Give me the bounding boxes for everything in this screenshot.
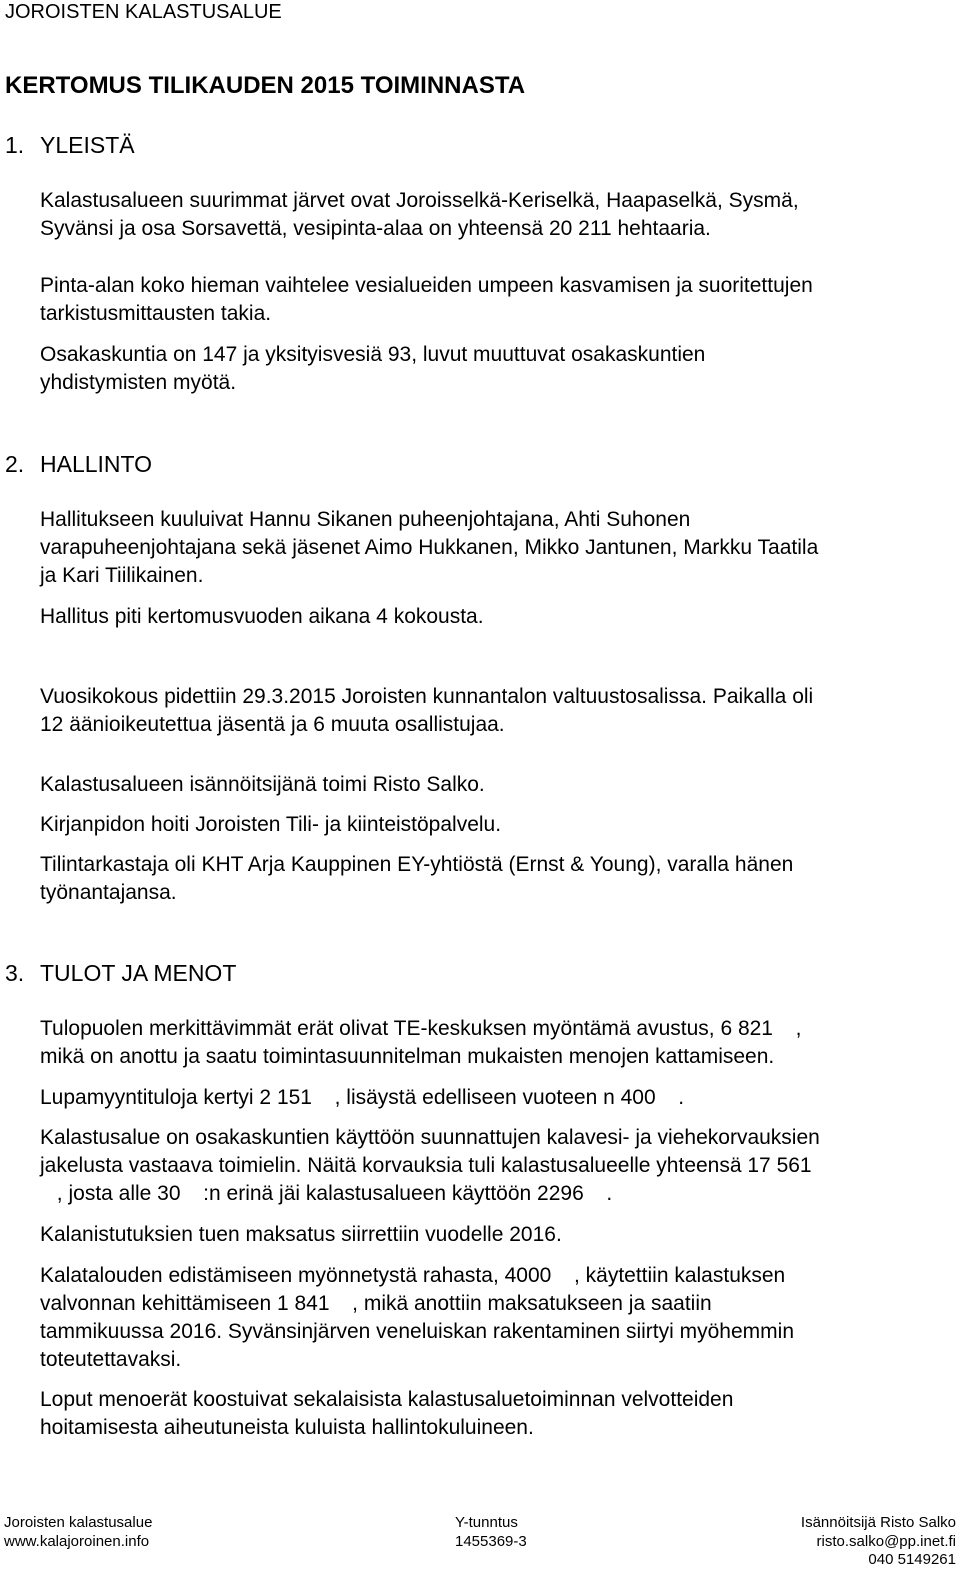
section-title-yleista: YLEISTÄ — [40, 132, 135, 158]
text-line: Hallitukseen kuuluivat Hannu Sikanen puheenjohtajana, Ahti Suhonen — [40, 508, 691, 531]
section-title-tulot-ja-menot: TULOT JA MENOT — [40, 960, 237, 986]
text-line: Vuosikokous pidettiin 29.3.2015 Joroisten kunnantalon valtuustosalissa. Paikalla oli — [40, 685, 814, 708]
paragraph — [40, 1262, 945, 1374]
paragraph — [40, 272, 945, 328]
paragraph — [40, 1386, 945, 1442]
text-line: mikä on anottu ja saatu toimintasuunnitelman mukaisten menojen kattamiseen. — [40, 1045, 775, 1068]
text-line: hoitamisesta aiheutuneista kuluista hallintokuluineen. — [40, 1416, 534, 1439]
footer-org-name: Joroisten kalastusalue — [4, 1514, 153, 1531]
text-line: , josta alle 30 :n erinä jäi kalastusalueen käyttöön 2296 . — [40, 1182, 613, 1205]
text-line: yhdistymisten myötä. — [40, 371, 237, 394]
text-line: toteutettavaksi. — [40, 1348, 182, 1371]
text-line: Kalastusalueen isännöitsijänä toimi Risto Salko. — [40, 773, 485, 796]
paragraph — [40, 1015, 945, 1071]
text-line: Lupamyyntituloja kertyi 2 151 , lisäystä edelliseen vuoteen n 400 . — [40, 1086, 685, 1109]
text-line: varapuheenjohtajana sekä jäsenet Aimo Hukkanen, Mikko Jantunen, Markku Taatila — [40, 536, 819, 559]
section-number-3: 3. — [5, 960, 25, 986]
section-number-2: 2. — [5, 451, 25, 477]
text-line: Pinta-alan koko hieman vaihtelee vesialueiden umpeen kasvamisen ja suoritettujen — [40, 274, 813, 297]
text-line: tarkistusmittausten takia. — [40, 302, 272, 325]
text-line: ja Kari Tiilikainen. — [40, 564, 204, 587]
paragraph — [40, 1124, 945, 1208]
paragraph — [40, 1084, 945, 1112]
document-title: KERTOMUS TILIKAUDEN 2015 TOIMINNASTA — [5, 72, 526, 99]
text-line: työnantajansa. — [40, 881, 177, 904]
text-line: Hallitus piti kertomusvuoden aikana 4 kokousta. — [40, 605, 484, 628]
footer-business-id: 1455369-3 — [455, 1533, 527, 1550]
text-line: Tilintarkastaja oli KHT Arja Kauppinen EY-yhtiöstä (Ernst & Young), varalla hänen — [40, 853, 794, 876]
text-line: jakelusta vastaava toimielin. Näitä korvauksia tuli kalastusalueelle yhteensä 17 561 — [40, 1154, 812, 1177]
text-line: Tulopuolen merkittävimmät erät olivat TE-keskuksen myöntämä avustus, 6 821 , — [40, 1017, 802, 1040]
paragraph — [40, 851, 945, 907]
paragraph — [40, 603, 945, 631]
text-line: 12 äänioikeutettua jäsentä ja 6 muuta osallistujaa. — [40, 713, 505, 736]
paragraph — [40, 187, 945, 243]
text-line: Kalanistutuksien tuen maksatus siirrettiin vuodelle 2016. — [40, 1223, 562, 1246]
text-line: Kalastusalueen suurimmat järvet ovat Joroisselkä-Keriselkä, Haapaselkä, Sysmä, — [40, 189, 799, 212]
paragraph — [40, 811, 945, 839]
text-line: valvonnan kehittämiseen 1 841 , mikä anottiin maksatukseen ja saatiin — [40, 1292, 712, 1315]
text-line: Kirjanpidon hoiti Joroisten Tili- ja kiinteistöpalvelu. — [40, 813, 502, 836]
paragraph — [40, 771, 945, 799]
text-line: Kalatalouden edistämiseen myönnetystä rahasta, 4000 , käytettiin kalastuksen — [40, 1264, 786, 1287]
text-line: Osakaskuntia on 147 ja yksityisvesiä 93, luvut muuttuvat osakaskuntien — [40, 343, 706, 366]
paragraph — [40, 1221, 945, 1249]
paragraph — [40, 506, 945, 590]
text-line: Kalastusalue on osakaskuntien käyttöön suunnattujen kalavesi- ja viehekorvauksien — [40, 1126, 820, 1149]
paragraph — [40, 683, 945, 739]
footer-website-link[interactable]: www.kalajoroinen.info — [4, 1533, 150, 1550]
footer-business-id-label: Y-tunntus — [455, 1514, 518, 1531]
section-title-hallinto: HALLINTO — [40, 451, 153, 477]
page-header: JOROISTEN KALASTUSALUE — [5, 1, 282, 23]
section-number-1: 1. — [5, 132, 25, 158]
footer-phone: 040 5149261 — [868, 1551, 956, 1568]
text-line: Loput menoerät koostuivat sekalaisista kalastusaluetoiminnan velvotteiden — [40, 1388, 734, 1411]
text-line: Syvänsi ja osa Sorsavettä, vesipinta-alaa on yhteensä 20 211 hehtaaria. — [40, 217, 711, 240]
footer-manager-name: Isännöitsijä Risto Salko — [800, 1514, 956, 1531]
footer-email-link[interactable]: risto.salko@pp.inet.fi — [816, 1533, 956, 1550]
paragraph — [40, 341, 945, 397]
text-line: tammikuussa 2016. Syvänsinjärven veneluiskan rakentaminen siirtyi myöhemmin — [40, 1320, 795, 1343]
